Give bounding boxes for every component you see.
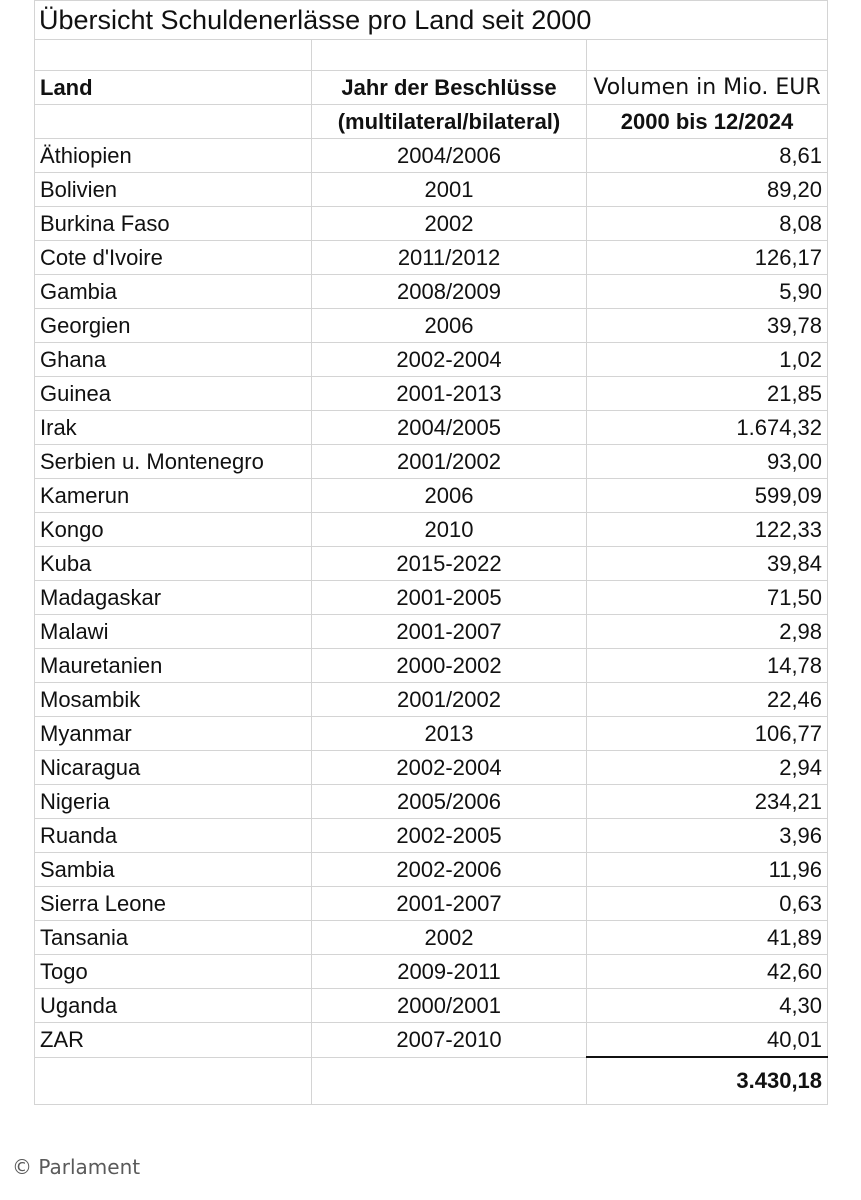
cell-jahr: 2001/2002 xyxy=(312,445,587,479)
cell-volumen: 122,33 xyxy=(587,513,828,547)
table-row xyxy=(35,955,828,989)
cell-jahr: 2000/2001 xyxy=(312,989,587,1023)
cell-jahr: 2008/2009 xyxy=(312,275,587,309)
cell-volumen: 2,94 xyxy=(587,751,828,785)
table-row xyxy=(35,513,828,547)
cell-land: Serbien u. Montenegro xyxy=(35,445,312,479)
cell-volumen: 11,96 xyxy=(587,853,828,887)
cell-volumen: 39,78 xyxy=(587,309,828,343)
cell-land: Mosambik xyxy=(35,683,312,717)
table-row xyxy=(35,479,828,513)
cell-jahr: 2015-2022 xyxy=(312,547,587,581)
cell-land: Irak xyxy=(35,411,312,445)
cell-land: Tansania xyxy=(35,921,312,955)
cell-volumen: 22,46 xyxy=(587,683,828,717)
empty-cell xyxy=(35,1057,312,1105)
spreadsheet-sheet xyxy=(34,0,827,1093)
table-row xyxy=(35,547,828,581)
debt-relief-table xyxy=(34,0,828,1105)
cell-jahr: 2001/2002 xyxy=(312,683,587,717)
empty-cell xyxy=(312,40,587,71)
cell-land: ZAR xyxy=(35,1023,312,1058)
cell-land: Malawi xyxy=(35,615,312,649)
table-row xyxy=(35,139,828,173)
cell-volumen: 39,84 xyxy=(587,547,828,581)
table-row xyxy=(35,445,828,479)
cell-jahr: 2002-2006 xyxy=(312,853,587,887)
cell-volumen: 106,77 xyxy=(587,717,828,751)
cell-jahr: 2009-2011 xyxy=(312,955,587,989)
cell-land: Nicaragua xyxy=(35,751,312,785)
header-jahr: Jahr der Beschlüsse xyxy=(312,71,587,105)
cell-land: Georgien xyxy=(35,309,312,343)
cell-volumen: 234,21 xyxy=(587,785,828,819)
table-row xyxy=(35,751,828,785)
table-row xyxy=(35,411,828,445)
cell-volumen: 599,09 xyxy=(587,479,828,513)
cell-land: Myanmar xyxy=(35,717,312,751)
cell-jahr: 2001-2005 xyxy=(312,581,587,615)
cell-volumen: 8,61 xyxy=(587,139,828,173)
cell-land: Madagaskar xyxy=(35,581,312,615)
cell-volumen: 4,30 xyxy=(587,989,828,1023)
spacer-row xyxy=(35,40,828,71)
cell-jahr: 2000-2002 xyxy=(312,649,587,683)
cell-land: Uganda xyxy=(35,989,312,1023)
cell-volumen: 42,60 xyxy=(587,955,828,989)
table-row xyxy=(35,989,828,1023)
cell-volumen: 89,20 xyxy=(587,173,828,207)
cell-volumen: 126,17 xyxy=(587,241,828,275)
table-row xyxy=(35,615,828,649)
header-volumen-period: 2000 bis 12/2024 xyxy=(587,105,828,139)
total-value: 3.430,18 xyxy=(587,1057,828,1105)
cell-land: Kongo xyxy=(35,513,312,547)
cell-jahr: 2005/2006 xyxy=(312,785,587,819)
cell-land: Ghana xyxy=(35,343,312,377)
cell-land: Sambia xyxy=(35,853,312,887)
empty-cell xyxy=(587,40,828,71)
cell-land: Gambia xyxy=(35,275,312,309)
cell-jahr: 2007-2010 xyxy=(312,1023,587,1058)
cell-volumen: 5,90 xyxy=(587,275,828,309)
cell-volumen: 8,08 xyxy=(587,207,828,241)
table-row xyxy=(35,241,828,275)
table-row xyxy=(35,921,828,955)
table-row xyxy=(35,649,828,683)
total-row xyxy=(35,1057,828,1105)
cell-jahr: 2004/2006 xyxy=(312,139,587,173)
cell-land: Sierra Leone xyxy=(35,887,312,921)
cell-volumen: 71,50 xyxy=(587,581,828,615)
cell-volumen: 41,89 xyxy=(587,921,828,955)
cell-volumen: 3,96 xyxy=(587,819,828,853)
table-row xyxy=(35,309,828,343)
table-row xyxy=(35,785,828,819)
cell-land: Mauretanien xyxy=(35,649,312,683)
cell-volumen: 93,00 xyxy=(587,445,828,479)
table-row xyxy=(35,887,828,921)
cell-jahr: 2006 xyxy=(312,309,587,343)
table-row xyxy=(35,853,828,887)
cell-jahr: 2002-2004 xyxy=(312,343,587,377)
header-row-1 xyxy=(35,71,828,105)
empty-cell xyxy=(35,40,312,71)
cell-volumen: 1,02 xyxy=(587,343,828,377)
cell-jahr: 2002 xyxy=(312,921,587,955)
cell-land: Togo xyxy=(35,955,312,989)
empty-cell xyxy=(35,105,312,139)
cell-jahr: 2004/2005 xyxy=(312,411,587,445)
header-land: Land xyxy=(35,71,312,105)
cell-jahr: 2013 xyxy=(312,717,587,751)
cell-land: Bolivien xyxy=(35,173,312,207)
cell-jahr: 2010 xyxy=(312,513,587,547)
cell-volumen: 2,98 xyxy=(587,615,828,649)
table-title: Übersicht Schuldenerlässe pro Land seit 2000 xyxy=(35,1,828,40)
cell-jahr: 2001-2013 xyxy=(312,377,587,411)
cell-land: Guinea xyxy=(35,377,312,411)
header-row-2 xyxy=(35,105,828,139)
table-row xyxy=(35,1023,828,1058)
cell-land: Cote d'Ivoire xyxy=(35,241,312,275)
cell-jahr: 2001 xyxy=(312,173,587,207)
cell-volumen: 21,85 xyxy=(587,377,828,411)
cell-land: Kuba xyxy=(35,547,312,581)
table-row xyxy=(35,207,828,241)
cell-jahr: 2002 xyxy=(312,207,587,241)
cell-volumen: 1.674,32 xyxy=(587,411,828,445)
header-jahr-subtitle: (multilateral/bilateral) xyxy=(312,105,587,139)
table-row xyxy=(35,275,828,309)
header-volumen: Volumen in Mio. EUR xyxy=(587,71,828,105)
cell-volumen: 14,78 xyxy=(587,649,828,683)
cell-jahr: 2002-2005 xyxy=(312,819,587,853)
cell-volumen: 0,63 xyxy=(587,887,828,921)
cell-jahr: 2001-2007 xyxy=(312,887,587,921)
copyright-notice: © Parlament xyxy=(12,1155,141,1179)
cell-land: Äthiopien xyxy=(35,139,312,173)
table-row xyxy=(35,717,828,751)
table-row xyxy=(35,581,828,615)
cell-jahr: 2006 xyxy=(312,479,587,513)
cell-jahr: 2002-2004 xyxy=(312,751,587,785)
title-row xyxy=(35,1,828,40)
cell-jahr: 2011/2012 xyxy=(312,241,587,275)
cell-volumen: 40,01 xyxy=(587,1023,828,1058)
table-row xyxy=(35,343,828,377)
table-row xyxy=(35,819,828,853)
cell-land: Nigeria xyxy=(35,785,312,819)
empty-cell xyxy=(312,1057,587,1105)
cell-jahr: 2001-2007 xyxy=(312,615,587,649)
table-row xyxy=(35,377,828,411)
table-row xyxy=(35,173,828,207)
table-row xyxy=(35,683,828,717)
cell-land: Ruanda xyxy=(35,819,312,853)
cell-land: Kamerun xyxy=(35,479,312,513)
cell-land: Burkina Faso xyxy=(35,207,312,241)
